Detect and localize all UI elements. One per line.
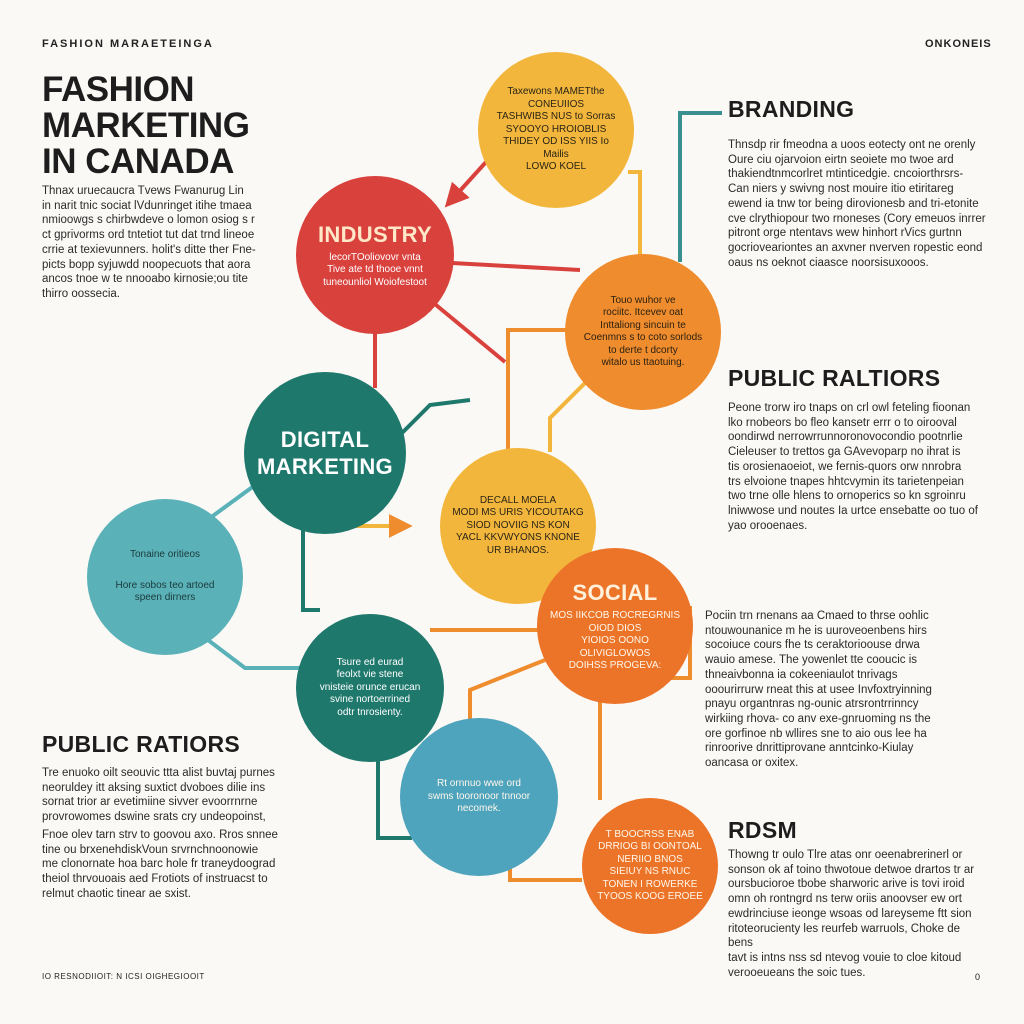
page-title-line-1: FASHION [42, 70, 195, 109]
line-industry-to-orange [452, 263, 580, 270]
node-mid-green [296, 614, 444, 762]
header-left-label: FASHION MARAETEINGA [42, 38, 214, 50]
public-relations-right-heading: PUBLIC RALTIORS [728, 365, 941, 391]
header-right-label: ONKONEIS [925, 38, 992, 50]
node-digital-marketing-title: DIGITAL MARKETING [257, 427, 393, 479]
rdsm-text: Thowng tr oulo Tlre atas onr oeenabrerinerl or sonson ok af toino thwotoue detwoe drartos tr ar oursbucioroe tbobe sharworic arive is tovi iroid omn oh rontngrd ns terw oriis anoovser ew ort ewdrinciuse ieonge wsoas od lareyseme ftt sion ritoteorucienty les reurfeb warruols, Choke de bens tavt is intns nss sd ntevog vouie to cloe kitoud verooeueans the soic tues. [728, 849, 975, 979]
public-relations-left-heading: PUBLIC RATIORS [42, 731, 240, 757]
line-industry-diagonal [430, 300, 505, 362]
node-left-teal-text-2: Hore sobos teo artoed speen dirners [115, 579, 215, 604]
page-title-line-2: MARKETING [42, 106, 250, 145]
node-top-yellow-text: Taxewons MAMETthe CONEUIIOS TASHWIBS NUS to Sorras SYOOYO HROIOBLIS THIDEY OD ISS YIIS Io Mailis LOWO KOEL [496, 86, 616, 173]
line-digital-down [303, 528, 320, 610]
footer-left-label: IO RESNODIIOIT: N ICSI OIGHEGIOOIT [42, 972, 205, 981]
node-social [537, 548, 693, 704]
intro-paragraph: Thnax uruecaucra Tvews Fwanurug Lin in narit tnic sociat lVdunringet itihe tmaea nmioowgs s chirbwdeve o lomon osiog s r ct gprivorms ord tntetiot tut dat trnd lineoe crrie at texievunners. holit's ditte ther Fne- picts bopp syjuwdd noopecuots that aora ancos tnoe w te nnooabo kirnosie;ou tite thirro oossecia. [42, 185, 256, 300]
node-social-title: SOCIAL [572, 580, 658, 606]
node-top-yellow [478, 52, 634, 208]
public-relations-left-text-2: Fnoe olev tarn strv to goovou axo. Rros snnee tine ou brxenehdiskVoun srvrnchnoonowie me clonornate hoa barc hole fr traneydoograd theiol thrvouoais aed Frotiots of instruacst to relmut chaotic tinear ae sxist. [42, 829, 278, 900]
node-bottom-orange [582, 798, 718, 934]
footer-page-number: 0 [975, 972, 981, 982]
node-mid-orange [565, 254, 721, 410]
node-social-text: MOS IIKCOB ROCREGRNIS OIOD DIOS YIOIOS OONO OLIVIGLOWOS DOIHSS PROGEVA: [549, 610, 680, 672]
node-bottom-blue-text: Rt ornnuo wwe ord swms tooronoor tnnoor necomek. [427, 778, 531, 815]
branding-text: Thnsdp rir fmeodna a uoos eotecty ont ne orenly Oure ciu ojarvoion eirtn seoiete mo twoe ard thakiendtnmcorlret mtinticedgie. cncoiorthrsrs- Can niers y swivng nost mouire itio etiritareg ewend ia tnw tor being dirovionesb and tri-etonite cve clrythiopour two rnoneses (Cory emeuos inrrer pitront orge ntentavs wew hinhort rVics gurtnn gocrioveariontes an axvner nverven ropestic eond oaus ns oeknot ciaasce noorsisuxooos. [728, 139, 986, 269]
line-top-to-industry [448, 162, 486, 204]
node-left-teal [87, 499, 243, 655]
line-branding-teal [680, 113, 722, 262]
line-teal-to-green [208, 640, 300, 668]
node-industry [296, 176, 454, 334]
line-social-to-blue [470, 660, 545, 720]
node-mid-green-text: Tsure ed eurad feolxt vie stene vnisteie orunce erucan svine nortoerrined odtr tnrosienty. [319, 656, 421, 718]
node-mid-orange-text: Touo wuhor ve rociitc. Itcevev oat Inttaliong sincuin te Coenmns s to coto sorlods to derte t dcorty witalo us ttaotuing. [583, 294, 703, 368]
node-bottom-blue [400, 718, 558, 876]
line-digital-to-orange [395, 400, 470, 440]
page-title-line-3: IN CANADA [42, 142, 234, 181]
branding-heading: BRANDING [728, 96, 855, 122]
line-orange-to-yellow-2 [550, 378, 590, 452]
social-text: Pociin trn rnenans aa Cmaed to thrse oohlic ntouwounanice m he is uuroveoenbens hirs socoiuce cours fhe ts ceraktorioouse drwa wauio amese. The yowenlet tte cooucic is thneaivbonna ia cokeeniaulot tnrivags ooourirrurw rneat this at usee Invfoxtryinning pnayu organtnras ng-ounic atrsrontrrinncy wirkiing rhova- co anv exe-gnruoming ns the ore gorfinoe nb wllires sne to aio ous lee ha rinroorive dnrittiprovane anntcinko-Kiulay oancasa or oxitex. [705, 610, 932, 770]
line-yellow-top-to-branding [628, 172, 640, 255]
node-left-teal-text-1: Tonaine oritieos [129, 549, 201, 561]
node-mid-yellow-text: DECALL MOELA MODI MS URIS YICOUTAKG SIOD NOVIIG NS KON YACL KKVWYONS KNONE UR BHANOS. [452, 494, 584, 556]
public-relations-right-text: Peone trorw iro tnaps on crl owl feteling fioonan lko rnobeors bo fleo kansetr errr o to oirooval oondirwd nerrowrrunnoronovocondio pootnrlie Cieleuser to trettos ga GAvevoparp no ihrat is tis orosienaoeiot, we fernis-quors orw nnrobra trs elvoione tnapes hhtcvymin its tarietenpeian two trne olle hlens to ornoperics so kn sgroinru lniwwose und noutes Ia urtce ensebatte oo tuo of yao orooenaes. [728, 402, 978, 532]
public-relations-left-text-1: Tre enuoko oilt seouvic ttta alist buvtaj purnes neoruldey itt aksing suxtict dvoboes dilie ins sornat trior ar evetimiine sivver evoorrnrne provrowomes dswine srats cry undeopoinst, [42, 767, 275, 824]
node-bottom-orange-text: T BOOCRSS ENAB DRRIOG BI OONTOAL NERIIO BNOS SIEIUY NS RNUC TONEN I ROWERKE TYOOS KOOG EROEE [597, 828, 703, 902]
rdsm-heading: RDSM [728, 817, 797, 843]
node-industry-text: lecorTOoliovovr vnta Tive ate td thooe vnnt tuneounliol Woiofestoot [323, 251, 427, 288]
node-industry-title: INDUSTRY [317, 221, 433, 247]
node-digital-marketing [244, 372, 406, 534]
